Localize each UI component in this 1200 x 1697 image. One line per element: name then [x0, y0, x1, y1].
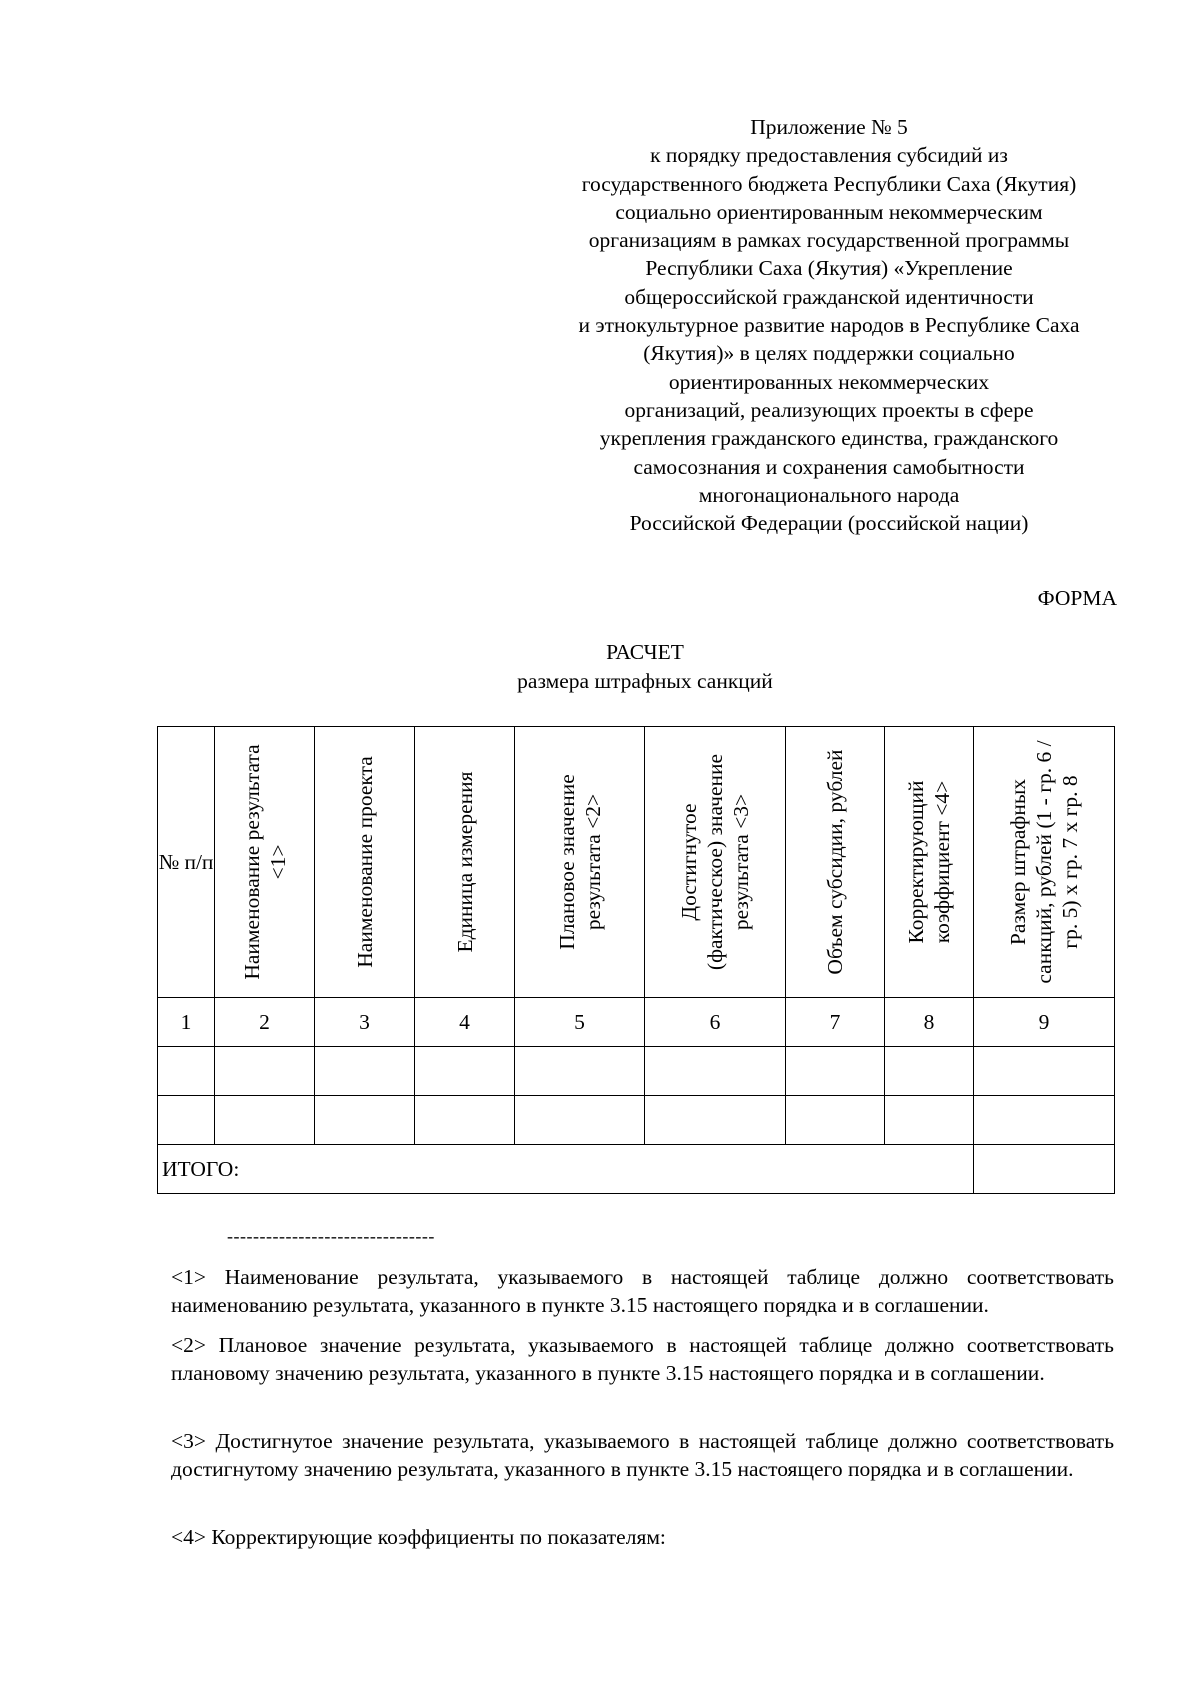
appendix-header [538, 113, 1120, 537]
header-cell-number: № п/п [158, 727, 215, 998]
header-cell-subsidy-volume: Объем субсидии, рублей [786, 727, 885, 998]
column-number: 1 [158, 998, 215, 1047]
column-number: 2 [215, 998, 315, 1047]
appendix-line: Приложение № 5 [750, 115, 908, 139]
empty-cell [786, 1096, 885, 1145]
empty-cell [158, 1096, 215, 1145]
total-label: ИТОГО: [158, 1145, 974, 1194]
appendix-line: общероссийской гражданской идентичности [624, 284, 1034, 309]
appendix-line: организациям в рамках государственной программы [588, 228, 1070, 253]
appendix-line: самосознания и сохранения самобытности [633, 454, 1025, 479]
footnote-3: <3> Достигнутое значение результата, указываемого в настоящей таблице должно соответствовать достигнутому значению результата, указанного в пункте 3.15 настоящего порядка и в соглашении. [171, 1429, 1114, 1481]
empty-cell [974, 1096, 1115, 1145]
header-cell-penalty-size: Размер штрафных санкций, рублей (1 - гр. 6 / гр. 5) x гр. 7 x гр. 8 [974, 727, 1115, 998]
empty-cell [215, 1047, 315, 1096]
form-label: ФОРМА [1037, 586, 1117, 610]
empty-cell [215, 1096, 315, 1145]
appendix-line: многонационального народа [698, 482, 960, 507]
column-number: 6 [645, 998, 786, 1047]
appendix-line: государственного бюджета Республики Саха (Якутия) [581, 171, 1077, 196]
column-number: 9 [974, 998, 1115, 1047]
empty-cell [515, 1047, 645, 1096]
empty-cell [645, 1047, 786, 1096]
empty-cell [645, 1096, 786, 1145]
column-number: 8 [885, 998, 974, 1047]
appendix-line: организаций, реализующих проекты в сфере [624, 397, 1034, 422]
footnote-separator: -------------------------------- [227, 1226, 435, 1246]
table-row [158, 1096, 1115, 1145]
appendix-line: Российской Федерации (российской нации) [629, 511, 1029, 536]
total-row [158, 1145, 1115, 1194]
appendix-line: к порядку предоставления субсидий из [650, 143, 1008, 168]
header-cell-unit: Единица измерения [415, 727, 515, 998]
empty-cell [158, 1047, 215, 1096]
appendix-line: и этнокультурное развитие народов в Республике Саха [578, 313, 1080, 338]
table-row [158, 1047, 1115, 1096]
footnote-1: <1> Наименование результата, указываемого в настоящей таблице должно соответствовать наименованию результата, указанного в пункте 3.15 настоящего порядка и в соглашении. [171, 1265, 1114, 1317]
header-cell-planned-value: Плановое значение результата <2> [515, 727, 645, 998]
empty-cell [885, 1047, 974, 1096]
empty-cell [315, 1096, 415, 1145]
table-header-row [158, 727, 1115, 998]
header-cell-result-name: Наименование результата <1> [215, 727, 315, 998]
appendix-line: (Якутия)» в целях поддержки социально [643, 341, 1015, 366]
empty-cell [315, 1047, 415, 1096]
header-cell-coefficient: Корректирующий коэффициент <4> [885, 727, 974, 998]
column-number-row [158, 998, 1115, 1047]
footnote-4: <4> Корректирующие коэффициенты по показателям: [171, 1525, 666, 1549]
appendix-line: Республики Саха (Якутия) «Укрепление [645, 256, 1013, 281]
empty-cell [974, 1047, 1115, 1096]
penalty-calculation-table [157, 726, 1115, 1194]
appendix-line: укрепления гражданского единства, гражданского [599, 426, 1059, 451]
column-number: 4 [415, 998, 515, 1047]
empty-cell [415, 1096, 515, 1145]
document-title [0, 638, 1200, 696]
empty-cell [786, 1047, 885, 1096]
empty-cell [415, 1047, 515, 1096]
column-number: 7 [786, 998, 885, 1047]
column-number: 5 [515, 998, 645, 1047]
title-line-2: размера штрафных санкций [517, 669, 773, 693]
footnote-2: <2> Плановое значение результата, указываемого в настоящей таблице должно соответствовать плановому значению результата, указанного в пункте 3.15 настоящего порядка и в соглашении. [171, 1333, 1114, 1385]
empty-cell [515, 1096, 645, 1145]
header-cell-achieved-value: Достигнутое (фактическое) значение результата <3> [645, 727, 786, 998]
appendix-line: ориентированных некоммерческих [668, 369, 990, 394]
column-number: 3 [315, 998, 415, 1047]
appendix-line: социально ориентированным некоммерческим [615, 199, 1043, 224]
header-cell-project-name: Наименование проекта [315, 727, 415, 998]
title-line-1: РАСЧЕТ [606, 640, 684, 664]
total-value-cell [974, 1145, 1115, 1194]
empty-cell [885, 1096, 974, 1145]
